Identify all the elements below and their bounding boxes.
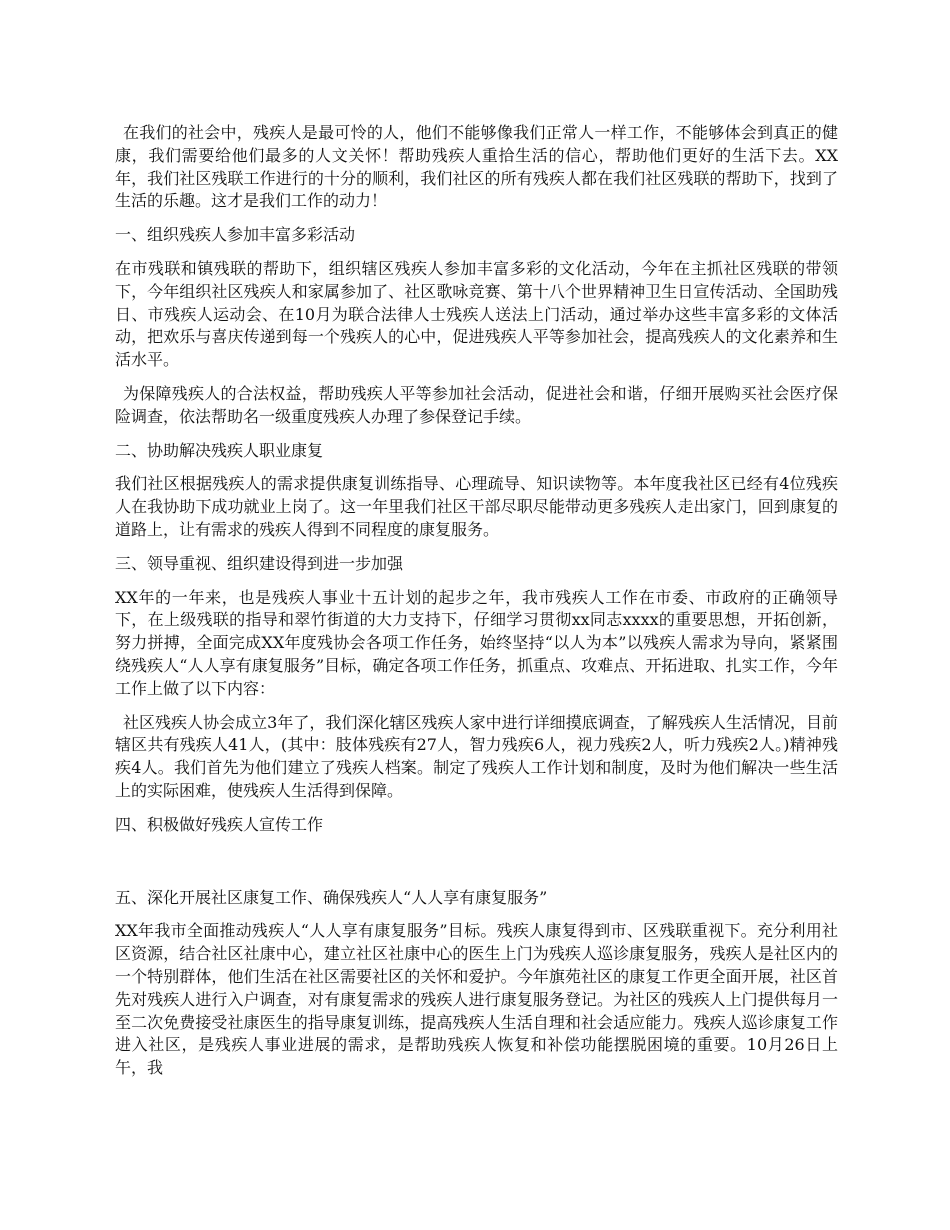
section-1-paragraph-2: 为保障残疾人的合法权益，帮助残疾人平等参加社会活动，促进社会和谐，仔细开展购买社会医疗保险调查，依法帮助名一级重度残疾人办理了参保登记手续。 xyxy=(115,383,838,426)
section-3-heading: 三、领导重视、组织建设得到进一步加强 xyxy=(115,553,404,573)
section-5-paragraph-1: XX年我市全面推动残疾人“人人享有康复服务”目标。残疾人康复得到市、区残联重视下。充分利用社区资源，结合社区社康中心，建立社区社康中心的医生上门为残疾人巡诊康复服务，残疾人是社区内的一个特别群体，他们生活在社区需要社区的关怀和爱护。今年旗苑社区的康复工作更全面开展，社区首先对残疾人进行入户调查，对有康复需求的残疾人进行康复服务登记。为社区的残疾人上门提供每月一至二次免费接受社康医生的指导康复训练，提高残疾人生活自理和社会适应能力。残疾人巡诊康复工作进入社区，是残疾人事业进展的需求，是帮助残疾人恢复和补偿功能摆脱困境的重要。10月26日上午，我 xyxy=(115,921,838,1078)
section-5-heading: 五、深化开展社区康复工作、确保残疾人“人人享有康复服务” xyxy=(115,887,548,907)
section-3-paragraph-2: 社区残疾人协会成立3年了，我们深化辖区残疾人家中进行详细摸底调查，了解残疾人生活情况，目前辖区共有残疾人41人，(其中：肢体残疾有27人，智力残疾6人，视力残疾2人，听力残疾2人。)精神残疾4人。我们首先为他们建立了残疾人档案。制定了残疾人工作计划和制度，及时为他们解决一些生活上的实际困难，使残疾人生活得到保障。 xyxy=(115,712,838,800)
section-3-paragraph-1: XX年的一年来，也是残疾人事业十五计划的起步之年，我市残疾人工作在市委、市政府的正确领导下，在上级残联的指导和翠竹街道的大力支持下，仔细学习贯彻xx同志xxxx的重要思想，开拓创新，努力拼搏，全面完成XX年度残协会各项工作任务，始终坚持“以人为本”以残疾人需求为导向，紧紧围绕残疾人“人人享有康复服务”目标，确定各项工作任务，抓重点、攻难点、开拓进取、扎实工作，今年工作上做了以下内容： xyxy=(115,587,838,698)
section-1-paragraph-1: 在市残联和镇残联的帮助下，组织辖区残疾人参加丰富多彩的文化活动，今年在主抓社区残联的带领下，今年组织社区残疾人和家属参加了、社区歌咏竞赛、第十八个世界精神卫生日宣传活动、全国助残日、市残疾人运动会、在10月为联合法律人士残疾人送法上门活动，通过举办这些丰富多彩的文体活动，把欢乐与喜庆传递到每一个残疾人的心中，促进残疾人平等参加社会，提高残疾人的文化素养和生活水平。 xyxy=(115,258,838,370)
section-2-heading: 二、协助解决残疾人职业康复 xyxy=(115,440,324,460)
section-2-paragraph-1: 我们社区根据残疾人的需求提供康复训练指导、心理疏导、知识读物等。本年度我社区已经有4位残疾人在我协助下成功就业上岗了。这一年里我们社区干部尽职尽能带动更多残疾人走出家门，回到康复的道路上，让有需求的残疾人得到不同程度的康复服务。 xyxy=(115,474,838,539)
section-4-blank-space xyxy=(115,848,838,887)
section-1-heading: 一、组织残疾人参加丰富多彩活动 xyxy=(115,225,356,245)
section-4-heading: 四、积极做好残疾人宣传工作 xyxy=(115,814,324,834)
document-body xyxy=(115,122,838,1091)
intro-paragraph: 在我们的社会中，残疾人是最可怜的人，他们不能够像我们正常人一样工作，不能够体会到真正的健康，我们需要给他们最多的人文关怀！帮助残疾人重拾生活的信心，帮助他们更好的生活下去。XX年，我们社区残联工作进行的十分的顺利，我们社区的所有残疾人都在我们社区残联的帮助下，找到了生活的乐趣。这才是我们工作的动力！ xyxy=(115,123,838,211)
